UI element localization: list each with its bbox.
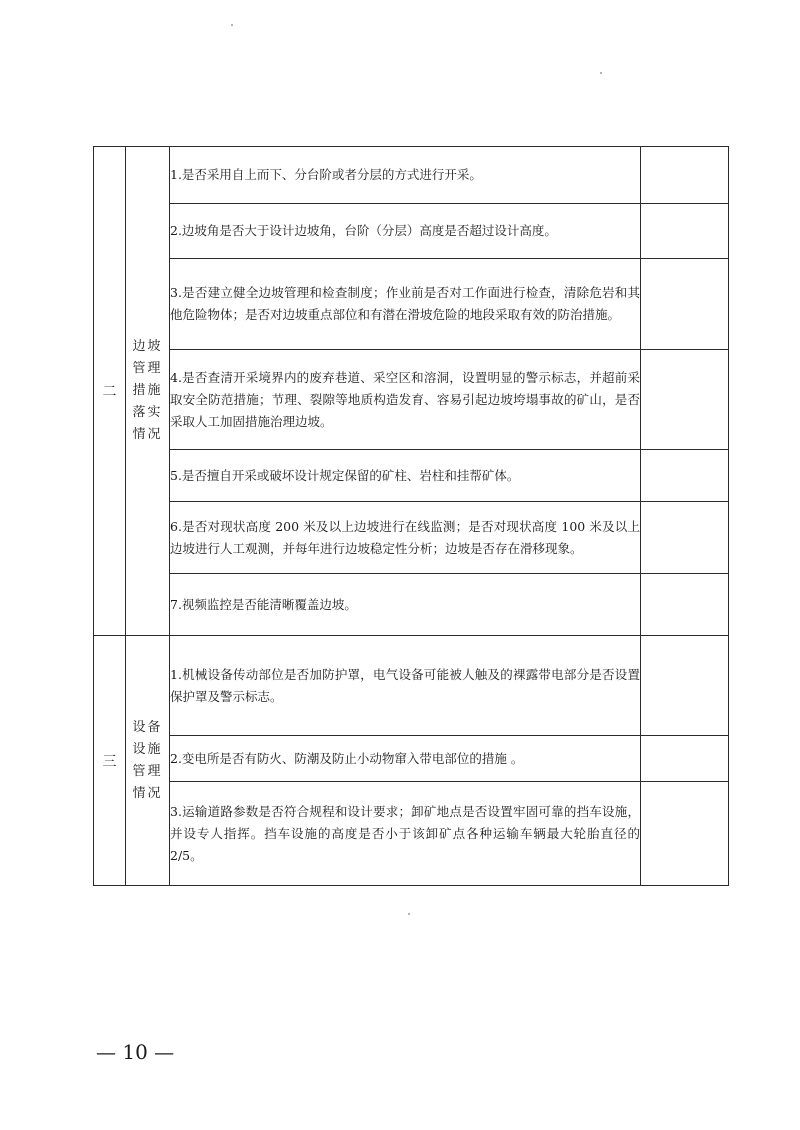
result-cell (641, 574, 729, 636)
table-row (94, 636, 729, 736)
check-item: 3.是否建立健全边坡管理和检查制度；作业前是否对工作面进行检查，清除危岩和其他危险物体；是否对边坡重点部位和有潜在滑坡危险的地段采取有效的防治措施。 (170, 259, 641, 350)
scan-speck (408, 913, 410, 915)
scan-speck (600, 72, 602, 74)
table-row (94, 782, 729, 886)
table-row (94, 259, 729, 350)
result-cell (641, 782, 729, 886)
check-item: 4.是否查清开采境界内的废弃巷道、采空区和溶洞，设置明显的警示标志，并超前采取安全防范措施；节理、裂隙等地质构造发育、容易引起边坡垮塌事故的矿山，是否采取人工加固措施治理边坡。 (170, 350, 641, 450)
result-cell (641, 259, 729, 350)
result-cell (641, 502, 729, 574)
result-cell (641, 450, 729, 502)
table-row (94, 450, 729, 502)
result-cell (641, 147, 729, 204)
result-cell (641, 636, 729, 736)
table-row (94, 204, 729, 259)
table-row (94, 147, 729, 204)
check-item: 6.是否对现状高度 200 米及以上边坡进行在线监测；是否对现状高度 100 米及以上边坡进行人工观测，并每年进行边坡稳定性分析；边坡是否存在滑移现象。 (170, 502, 641, 574)
result-cell (641, 350, 729, 450)
result-cell (641, 204, 729, 259)
check-item: 2.边坡角是否大于设计边坡角，台阶（分层）高度是否超过设计高度。 (170, 204, 641, 259)
check-item: 5.是否擅自开采或破坏设计规定保留的矿柱、岩柱和挂帮矿体。 (170, 450, 641, 502)
table-row (94, 350, 729, 450)
section-number: 三 (94, 636, 126, 886)
table-row (94, 574, 729, 636)
check-item: 1.是否采用自上而下、分台阶或者分层的方式进行开采。 (170, 147, 641, 204)
scan-speck (231, 24, 233, 26)
inspection-table (93, 146, 729, 886)
result-cell (641, 736, 729, 782)
check-item: 3.运输道路参数是否符合规程和设计要求；卸矿地点是否设置牢固可靠的挡车设施，并设专人指挥。挡车设施的高度是否小于该卸矿点各种运输车辆最大轮胎直径的 2/5。 (170, 782, 641, 886)
table-row (94, 502, 729, 574)
section-number: 二 (94, 147, 126, 636)
check-item: 7.视频监控是否能清晰覆盖边坡。 (170, 574, 641, 636)
section-category: 边坡管理措施落实情况 (126, 147, 170, 636)
table-row (94, 736, 729, 782)
page-number: — 10 — (96, 1040, 175, 1064)
check-item: 2.变电所是否有防火、防潮及防止小动物窜入带电部位的措施 。 (170, 736, 641, 782)
section-category: 设备设施管理情况 (126, 636, 170, 886)
check-item: 1.机械设备传动部位是否加防护罩，电气设备可能被人触及的裸露带电部分是否设置保护罩及警示标志。 (170, 636, 641, 736)
